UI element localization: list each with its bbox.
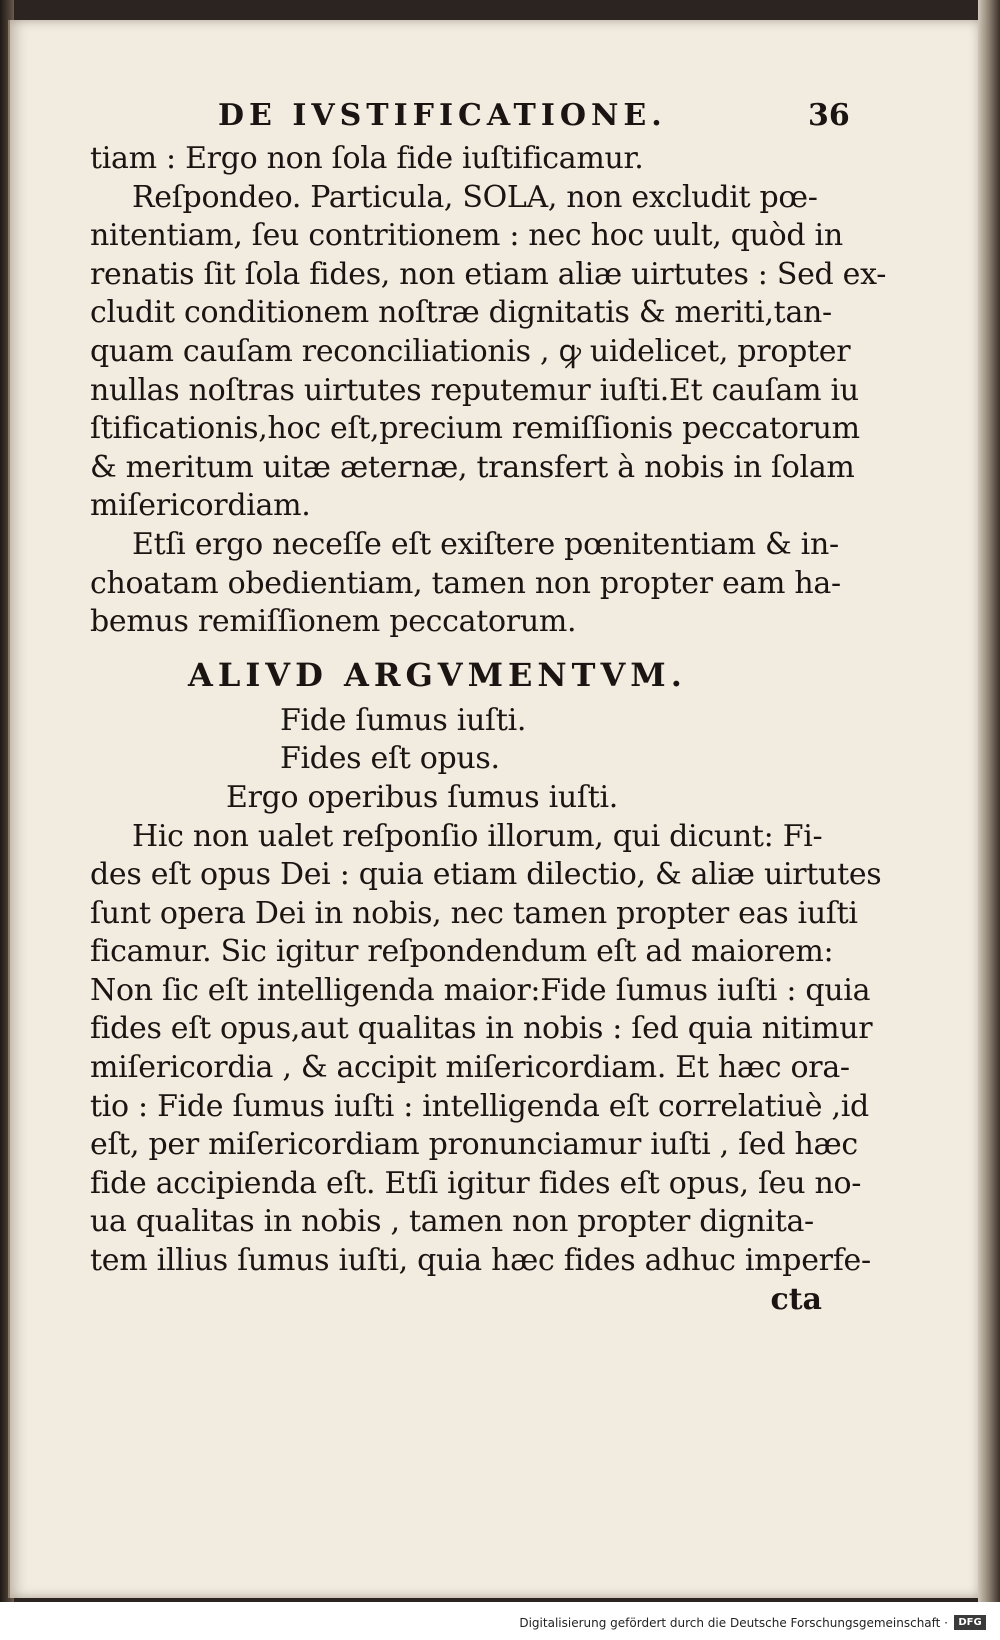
text-line: Non ſic eſt intelligenda maior:Fide ſumus iuſti : quia: [90, 972, 871, 1008]
page-header: [90, 92, 850, 140]
text-line: ficamur. Sic igitur reſpondendum eſt ad maiorem:: [90, 934, 834, 970]
text-line: renatis ſit ſola fides, non etiam aliæ uirtutes : Sed ex-: [90, 256, 887, 292]
text-line: nullas noſtras uirtutes reputemur iuſti.Et cauſam iu: [90, 372, 859, 408]
text-line: Reſpondeo. Particula, SOLA, non excludit pœ-: [132, 179, 818, 215]
text-line: Etſi ergo neceſſe eſt exiſtere pœnitentiam & in-: [132, 526, 839, 562]
page-text: [90, 92, 887, 1319]
syllogism: [90, 702, 850, 818]
text-line: cludit conditionem noſtræ dignitatis & meriti,tan-: [90, 295, 832, 331]
funding-credit: Digitalisierung gefördert durch die Deutsche Forschungsgemeinschaft ·: [519, 1616, 948, 1630]
text-line: ua qualitas in nobis , tamen non propter dignita-: [90, 1204, 814, 1240]
text-line: & meritum uitæ æternæ, transfert à nobis in ſolam: [90, 449, 855, 485]
page-edge: [978, 0, 1000, 1602]
catchword: cta: [770, 1281, 822, 1317]
text-line: Hic non ualet reſponſio illorum, qui dicunt: Fi-: [132, 818, 823, 854]
text-line: tiam : Ergo non ſola fide iuſtificamur.: [90, 141, 644, 176]
text-line: ſtificationis,hoc eſt,precium remiſſionis peccatorum: [90, 411, 860, 447]
text-line: tem illius ſumus iuſti, quia hæc fides adhuc imperfe-: [90, 1243, 871, 1279]
paragraph-1: [90, 140, 850, 179]
text-line: tio : Fide ſumus iuſti : intelligenda eſt correlatiuè ,id: [90, 1088, 869, 1124]
paragraph-4: [90, 818, 882, 1281]
text-line: quam cauſam reconciliationis , ꝙ uidelicet, propter: [90, 333, 851, 369]
syllogism-conclusion: Ergo operibus ſumus iuſti.: [226, 779, 618, 815]
text-line: fide accipienda eſt. Etſi igitur fides eſt opus, ſeu no-: [90, 1165, 862, 1201]
syllogism-minor: Fides eſt opus.: [280, 741, 500, 777]
text-line: miſericordia , & accipit miſericordiam. Et hæc ora-: [90, 1050, 850, 1086]
text-line: ſunt opera Dei in nobis, nec tamen propter eas iuſti: [90, 895, 858, 931]
text-line: fides eſt opus,aut qualitas in nobis : ſed quia nitimur: [90, 1011, 873, 1047]
section-heading: ALIVD ARGVMENTVM.: [188, 655, 687, 694]
footer-bar: [0, 1602, 1000, 1640]
paragraph-2: [90, 179, 887, 526]
text-line: miſericordiam.: [90, 488, 311, 524]
running-head: DE IVSTIFICATIONE.: [218, 98, 667, 133]
dfg-logo-icon: DFG: [954, 1615, 986, 1630]
paragraph-3: [90, 526, 850, 642]
text-line: des eſt opus Dei : quia etiam dilectio, & aliæ uirtutes: [90, 857, 882, 893]
syllogism-major: Fide ſumus iuſti.: [280, 702, 527, 738]
text-line: bemus remiſſionem peccatorum.: [90, 604, 577, 640]
text-line: eſt, per miſericordiam pronunciamur iuſti , ſed hæc: [90, 1127, 858, 1163]
page-number: 36: [808, 98, 850, 133]
text-line: choatam obedientiam, tamen non propter eam ha-: [90, 565, 841, 601]
text-line: nitentiam, ſeu contritionem : nec hoc uult, quòd in: [90, 218, 843, 254]
